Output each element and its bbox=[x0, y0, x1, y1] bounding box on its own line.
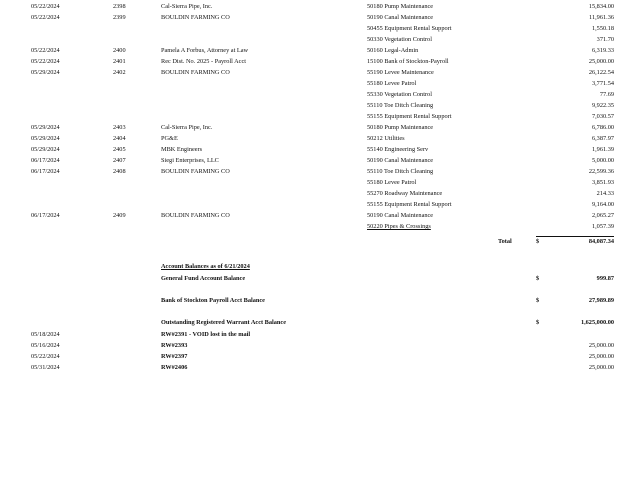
row-date: 05/22/2024 bbox=[31, 47, 60, 54]
register-row bbox=[0, 202, 640, 210]
row-date: 05/29/2024 bbox=[31, 124, 60, 131]
register-row bbox=[0, 59, 640, 67]
row-payee: Cal-Sierra Pipe, Inc. bbox=[161, 3, 213, 10]
row-account: 50190 Canal Maintenance bbox=[367, 212, 434, 219]
row-date: 06/17/2024 bbox=[31, 157, 60, 164]
warrant-balance-amount: 1,625,000.00 bbox=[580, 319, 614, 326]
register-row bbox=[0, 180, 640, 188]
warrant-row bbox=[0, 365, 640, 373]
row-amount: 371.70 bbox=[596, 36, 614, 43]
warrant-balance-row bbox=[0, 320, 640, 328]
row-check-number: 2407 bbox=[113, 157, 126, 164]
row-amount: 1,961.39 bbox=[591, 146, 614, 153]
row-account: 55155 Equipment Rental Support bbox=[367, 201, 452, 208]
row-account: 50160 Legal-Admin bbox=[367, 47, 419, 54]
row-check-number: 2401 bbox=[113, 58, 126, 65]
warrant-amount: 25,000.00 bbox=[588, 342, 614, 349]
payroll-balance-label: Bank of Stockton Payroll Acct Balance bbox=[161, 297, 265, 304]
row-account: 50212 Utilities bbox=[367, 135, 405, 142]
row-account: 55180 Levee Patrol bbox=[367, 80, 417, 87]
row-amount: 22,599.36 bbox=[588, 168, 614, 175]
row-check-number: 2402 bbox=[113, 69, 126, 76]
row-date: 05/22/2024 bbox=[31, 14, 60, 21]
warrant-date: 05/18/2024 bbox=[31, 331, 60, 338]
row-check-number: 2409 bbox=[113, 212, 126, 219]
warrant-label: RW#2391 - VOID lost in the mail bbox=[161, 331, 251, 338]
row-amount: 5,000.00 bbox=[591, 157, 614, 164]
row-account: 15100 Bank of Stockton-Payroll bbox=[367, 58, 449, 65]
row-amount: 11,961.36 bbox=[589, 14, 614, 21]
row-check-number: 2408 bbox=[113, 168, 126, 175]
row-amount: 214.33 bbox=[596, 190, 614, 197]
total-row bbox=[0, 239, 640, 247]
row-account: 50180 Pump Maintenance bbox=[367, 3, 434, 10]
register-row bbox=[0, 37, 640, 45]
row-amount: 6,319.33 bbox=[591, 47, 614, 54]
row-amount: 77.69 bbox=[599, 91, 614, 98]
register-row bbox=[0, 224, 640, 232]
row-account: 55190 Levee Maintenance bbox=[367, 69, 434, 76]
warrant-label: RW#2393 bbox=[161, 342, 188, 349]
register-row bbox=[0, 81, 640, 89]
row-account: 50190 Canal Maintenance bbox=[367, 14, 434, 21]
row-amount: 2,065.27 bbox=[591, 212, 614, 219]
balances-heading: Account Balances as of 6/21/2024 bbox=[161, 263, 250, 270]
row-payee: BOULDIN FARMING CO bbox=[161, 69, 230, 76]
row-account: 50455 Equipment Rental Support bbox=[367, 25, 452, 32]
register-row bbox=[0, 26, 640, 34]
row-date: 05/29/2024 bbox=[31, 69, 60, 76]
row-amount: 15,834.00 bbox=[588, 3, 614, 10]
warrant-row bbox=[0, 354, 640, 362]
row-check-number: 2399 bbox=[113, 14, 126, 21]
row-amount: 25,000.00 bbox=[588, 58, 614, 65]
row-account: 50330 Vegetation Control bbox=[367, 36, 432, 43]
payroll-balance-amount: 27,989.89 bbox=[588, 297, 614, 304]
row-check-number: 2400 bbox=[113, 47, 126, 54]
row-payee: PG&E bbox=[161, 135, 178, 142]
row-payee: BOULDIN FARMING CO bbox=[161, 168, 230, 175]
row-payee: Cal-Sierra Pipe, Inc. bbox=[161, 124, 213, 131]
row-date: 06/17/2024 bbox=[31, 168, 60, 175]
warrant-row bbox=[0, 343, 640, 351]
register-row bbox=[0, 147, 640, 155]
register-row bbox=[0, 4, 640, 12]
row-account: 55110 Toe Ditch Cleaning bbox=[367, 102, 434, 109]
warrant-date: 05/22/2024 bbox=[31, 353, 60, 360]
warrant-balance-label: Outstanding Registered Warrant Acct Balance bbox=[161, 319, 286, 326]
warrant-amount: 25,000.00 bbox=[588, 353, 614, 360]
total-amount: 84,087.34 bbox=[588, 238, 614, 245]
warrant-label: RW#2397 bbox=[161, 353, 188, 360]
row-amount: 9,164.00 bbox=[591, 201, 614, 208]
row-account: 55140 Engineering Serv bbox=[367, 146, 429, 153]
register-row bbox=[0, 15, 640, 23]
row-account: 50180 Pump Maintenance bbox=[367, 124, 434, 131]
register-row bbox=[0, 213, 640, 221]
row-account: 50190 Canal Maintenance bbox=[367, 157, 434, 164]
warrant-date: 05/16/2024 bbox=[31, 342, 60, 349]
row-account: 55180 Levee Patrol bbox=[367, 179, 417, 186]
row-payee: Pamela A Forbus, Attorney at Law bbox=[161, 47, 249, 54]
register-row bbox=[0, 114, 640, 122]
row-amount: 3,851.93 bbox=[591, 179, 614, 186]
general-fund-row bbox=[0, 276, 640, 284]
row-date: 06/17/2024 bbox=[31, 212, 60, 219]
row-amount: 1,057.39 bbox=[591, 223, 614, 230]
register-row bbox=[0, 48, 640, 56]
row-date: 05/29/2024 bbox=[31, 146, 60, 153]
payroll-balance-row bbox=[0, 298, 640, 306]
register-row bbox=[0, 136, 640, 144]
row-account: 55330 Vegetation Control bbox=[367, 91, 432, 98]
row-payee: BOULDIN FARMING CO bbox=[161, 14, 230, 21]
register-row bbox=[0, 70, 640, 78]
register-row bbox=[0, 191, 640, 199]
general-fund-dollar-sign: $ bbox=[536, 275, 540, 282]
total-dollar-sign: $ bbox=[536, 238, 540, 245]
row-check-number: 2405 bbox=[113, 146, 126, 153]
row-amount: 6,387.97 bbox=[591, 135, 614, 142]
row-account: 50220 Pipes & Crossings bbox=[367, 223, 431, 230]
total-rule bbox=[536, 236, 614, 237]
row-payee: Rec Dist. No. 2025 - Payroll Acct bbox=[161, 58, 246, 65]
row-amount: 1,550.18 bbox=[591, 25, 614, 32]
row-date: 05/22/2024 bbox=[31, 3, 60, 10]
row-payee: Siegi Enterprises, LLC bbox=[161, 157, 219, 164]
total-label: Total bbox=[498, 238, 512, 245]
row-payee: MBK Engineers bbox=[161, 146, 203, 153]
warrant-amount: 25,000.00 bbox=[588, 364, 614, 371]
register-row bbox=[0, 169, 640, 177]
warrant-row bbox=[0, 332, 640, 340]
row-amount: 9,922.35 bbox=[591, 102, 614, 109]
row-amount: 6,786.00 bbox=[591, 124, 614, 131]
warrant-label: RW#2406 bbox=[161, 364, 188, 371]
row-payee: BOULDIN FARMING CO bbox=[161, 212, 230, 219]
register-row bbox=[0, 158, 640, 166]
register-row bbox=[0, 103, 640, 111]
warrant-balance-dollar-sign: $ bbox=[536, 319, 540, 326]
row-amount: 26,122.54 bbox=[588, 69, 614, 76]
general-fund-amount: 999.87 bbox=[596, 275, 614, 282]
row-check-number: 2403 bbox=[113, 124, 126, 131]
payroll-balance-dollar-sign: $ bbox=[536, 297, 540, 304]
row-date: 05/22/2024 bbox=[31, 58, 60, 65]
row-check-number: 2404 bbox=[113, 135, 126, 142]
balances-heading-row bbox=[0, 264, 640, 272]
row-account: 55110 Toe Ditch Cleaning bbox=[367, 168, 434, 175]
register-row bbox=[0, 125, 640, 133]
row-amount: 7,030.57 bbox=[591, 113, 614, 120]
row-account: 55270 Roadway Maintenance bbox=[367, 190, 443, 197]
row-account: 55155 Equipment Rental Support bbox=[367, 113, 452, 120]
warrant-date: 05/31/2024 bbox=[31, 364, 60, 371]
row-date: 05/29/2024 bbox=[31, 135, 60, 142]
register-row bbox=[0, 92, 640, 100]
general-fund-label: General Fund Account Balance bbox=[161, 275, 246, 282]
row-check-number: 2398 bbox=[113, 3, 126, 10]
row-amount: 3,771.54 bbox=[591, 80, 614, 87]
